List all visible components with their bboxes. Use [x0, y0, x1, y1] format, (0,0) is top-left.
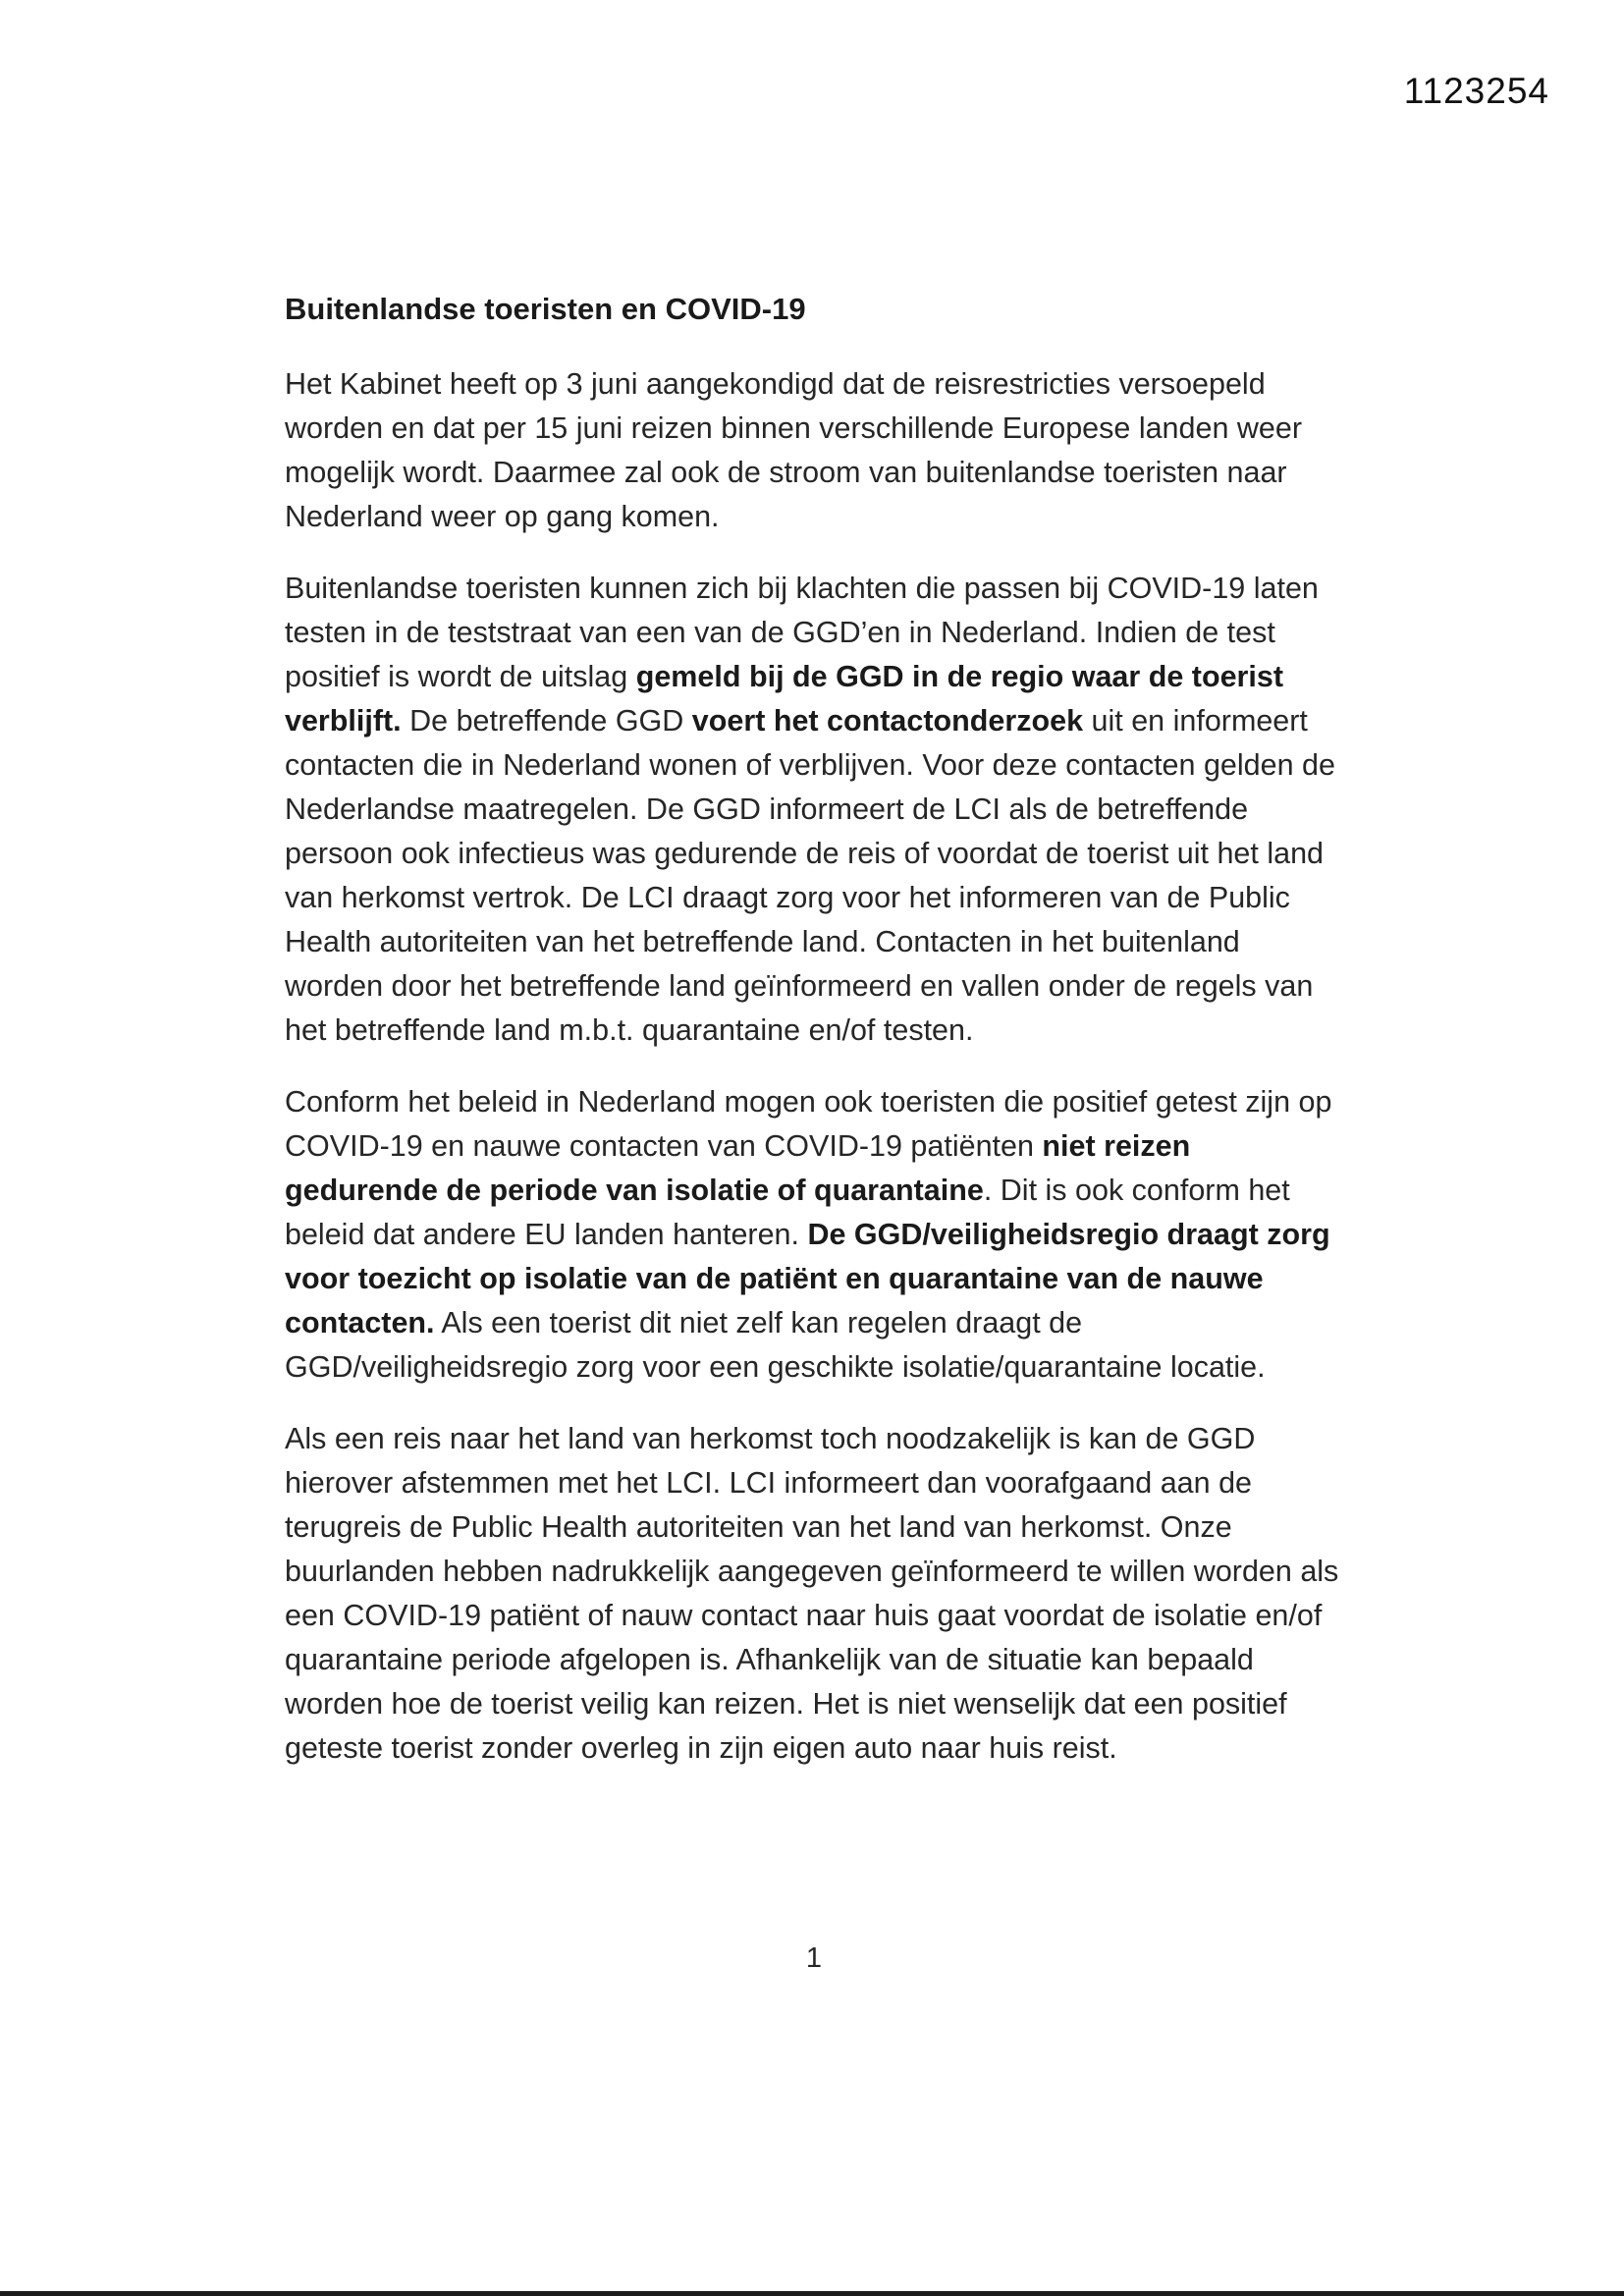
- paragraph: [285, 1080, 1343, 1390]
- text-run: Als een reis naar het land van herkomst toch noodzakelijk is kan de GGD hierover afstemmen met het LCI. LCI informeert dan voorafgaand aan de terugreis de Public Health autoriteiten van het land van herkomst. Onze buurlanden hebben nadrukkelijk aangegeven geïnformeerd te willen worden als een COVID-19 patiënt of nauw contact naar huis gaat voordat de isolatie en/of quarantaine periode afgelopen is. Afhankelijk van de situatie kan bepaald worden hoe de toerist veilig kan reizen. Het is niet wenselijk dat een positief geteste toerist zonder overleg in zijn eigen auto naar huis reist.: [285, 1422, 1339, 1765]
- text-run: Als een toerist dit niet zelf kan regelen draagt de GGD/veiligheidsregio zorg voor een geschikte isolatie/quarantaine locatie.: [285, 1306, 1266, 1384]
- text-run: De betreffende GGD: [401, 704, 692, 738]
- text-run: . Dit is ook conform het beleid dat andere EU landen hanteren.: [285, 1174, 1290, 1251]
- document-paragraphs: [285, 362, 1343, 1771]
- bold-text-run: De GGD/veiligheidsregio draagt zorg voor toezicht op isolatie van de patiënt en quarantaine van de nauwe contacten.: [285, 1218, 1330, 1339]
- page-number: 1: [805, 1942, 823, 1974]
- paragraph: [285, 362, 1343, 539]
- text-run: Het Kabinet heeft op 3 juni aangekondigd dat de reisrestricties versoepeld worden en dat per 15 juni reizen binnen verschillende Europese landen weer mogelijk wordt. Daarmee zal ook de stroom van buitenlandse toeristen naar Nederland weer op gang komen.: [285, 367, 1302, 533]
- paragraph: [285, 1417, 1343, 1771]
- text-run: Buitenlandse toeristen kunnen zich bij klachten die passen bij COVID-19 laten testen in de teststraat van een van de GGD’en in Nederland. Indien de test positief is wordt de uitslag: [285, 572, 1319, 693]
- document-number: 1123254: [1403, 71, 1549, 111]
- text-run: uit en informeert contacten die in Nederland wonen of verblijven. Voor deze contacten gelden de Nederlandse maatregelen. De GGD informeert de LCI als de betreffende persoon ook infectieus was gedurende de reis of voordat de toerist uit het land van herkomst vertrok. De LCI draagt zorg voor het informeren van de Public Health autoriteiten van het betreffende land. Contacten in het buitenland worden door het betreffende land geïnformeerd en vallen onder de regels van het betreffende land m.b.t. quarantaine en/of testen.: [285, 704, 1335, 1047]
- scan-edge-line: [0, 2291, 1624, 2296]
- paragraph: [285, 567, 1343, 1053]
- document-title: Buitenlandse toeristen en COVID-19: [285, 292, 806, 326]
- document-content: [285, 287, 1343, 1798]
- bold-text-run: niet reizen gedurende de periode van isolatie of quarantaine: [285, 1129, 1191, 1207]
- bold-text-run: voert het contactonderzoek: [691, 704, 1084, 738]
- bold-text-run: gemeld bij de GGD in de regio waar de toerist verblijft.: [285, 660, 1283, 738]
- text-run: Conform het beleid in Nederland mogen ook toeristen die positief getest zijn op COVID-19 en nauwe contacten van COVID-19 patiënten: [285, 1085, 1332, 1163]
